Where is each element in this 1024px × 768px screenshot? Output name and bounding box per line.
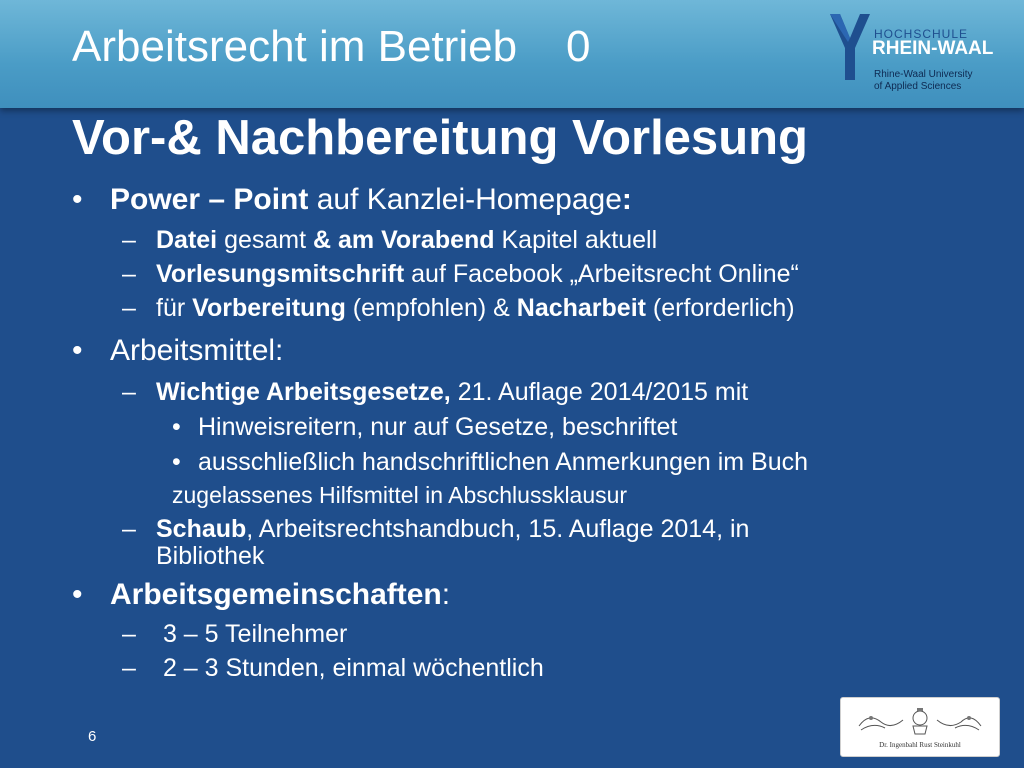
bullet-marker: •	[72, 183, 83, 216]
dash-marker: –	[122, 294, 136, 322]
sub-sub-bullet-hinweisreiter	[172, 413, 677, 442]
text: gesamt	[217, 226, 314, 254]
slide-title: Vor-& Nachbereitung Vorlesung	[72, 111, 808, 165]
logo-y-icon	[826, 12, 874, 82]
text-bold: Datei	[156, 226, 218, 254]
stamp-text: Dr. Ingenbahl Rust Steinkuhl	[879, 741, 961, 749]
text: ausschließlich handschriftlichen Anmerkungen im Buch	[198, 448, 809, 476]
bullet-marker: •	[72, 578, 83, 611]
bullet-text: :	[441, 578, 451, 611]
bullet-bold: Power – Point	[110, 183, 309, 216]
text: Hinweisreitern, nur auf Gesetze, beschriftet	[198, 413, 678, 441]
bullet-marker: •	[72, 334, 83, 367]
bullet-bold: Arbeitsgemeinschaften	[110, 578, 442, 611]
header-title: Arbeitsrecht im Betrieb 0	[72, 22, 591, 71]
dash-marker: –	[122, 654, 136, 682]
law-firm-stamp	[840, 697, 1000, 757]
text: , Arbeitsrechtshandbuch, 15. Auflage 2014, in	[246, 515, 750, 543]
sub-bullet-datei	[122, 226, 657, 255]
dash-marker: –	[122, 620, 136, 648]
text-bold: Vorlesungsmitschrift	[156, 260, 405, 288]
crest-icon	[851, 704, 989, 738]
text-bold: Nacharbeit	[516, 294, 646, 322]
text: 21. Auflage 2014/2015 mit	[450, 378, 749, 406]
bullet-arbeitsmittel	[72, 334, 283, 368]
text: auf Facebook „Arbeitsrecht Online“	[404, 260, 799, 288]
logo-line3: Rhine-Waal University	[874, 69, 973, 80]
sub-bullet-gesetze	[122, 378, 748, 407]
logo-line2: RHEIN-WAAL	[872, 38, 994, 59]
text: (erforderlich)	[645, 294, 795, 322]
dash-marker: –	[122, 226, 136, 254]
sub-bullet-stunden	[122, 654, 544, 683]
bullet-text: auf Kanzlei-Homepage	[308, 183, 622, 216]
sub-sub-bullet-anmerkungen	[172, 448, 808, 477]
text-bold: Schaub	[156, 515, 247, 543]
dash-marker: –	[122, 378, 136, 406]
sub-bullet-mitschrift	[122, 260, 799, 289]
header-bar	[0, 0, 1024, 108]
bullet-arbeitsgemeinschaften	[72, 578, 450, 612]
text: 2 – 3 Stunden, einmal wöchentlich	[156, 654, 544, 682]
bullet-marker: •	[172, 413, 181, 441]
text: für	[156, 294, 193, 322]
note-hilfsmittel: zugelassenes Hilfsmittel in Abschlussklausur	[172, 482, 628, 508]
university-logo	[826, 12, 1006, 94]
sub-bullet-teilnehmer	[122, 620, 347, 649]
dash-marker: –	[122, 515, 136, 543]
bullet-text: Arbeitsmittel:	[110, 334, 284, 367]
sub-bullet-schaub-line2: Bibliothek	[156, 542, 265, 570]
bullet-colon: :	[621, 183, 632, 216]
bullet-marker: •	[172, 448, 181, 476]
logo-line4: of Applied Sciences	[874, 81, 962, 92]
page-number: 6	[88, 728, 97, 745]
text: Kapitel aktuell	[494, 226, 658, 254]
text: (empfohlen) &	[345, 294, 517, 322]
text-bold: & am Vorabend	[313, 226, 495, 254]
bullet-powerpoint	[72, 183, 632, 217]
text-bold: Vorbereitung	[192, 294, 346, 322]
text: 3 – 5 Teilnehmer	[156, 620, 348, 648]
sub-bullet-vorbereitung	[122, 294, 795, 323]
logo-line1: HOCHSCHULE	[874, 27, 969, 41]
sub-bullet-schaub	[122, 515, 749, 544]
dash-marker: –	[122, 260, 136, 288]
text-bold: Wichtige Arbeitsgesetze,	[156, 378, 451, 406]
